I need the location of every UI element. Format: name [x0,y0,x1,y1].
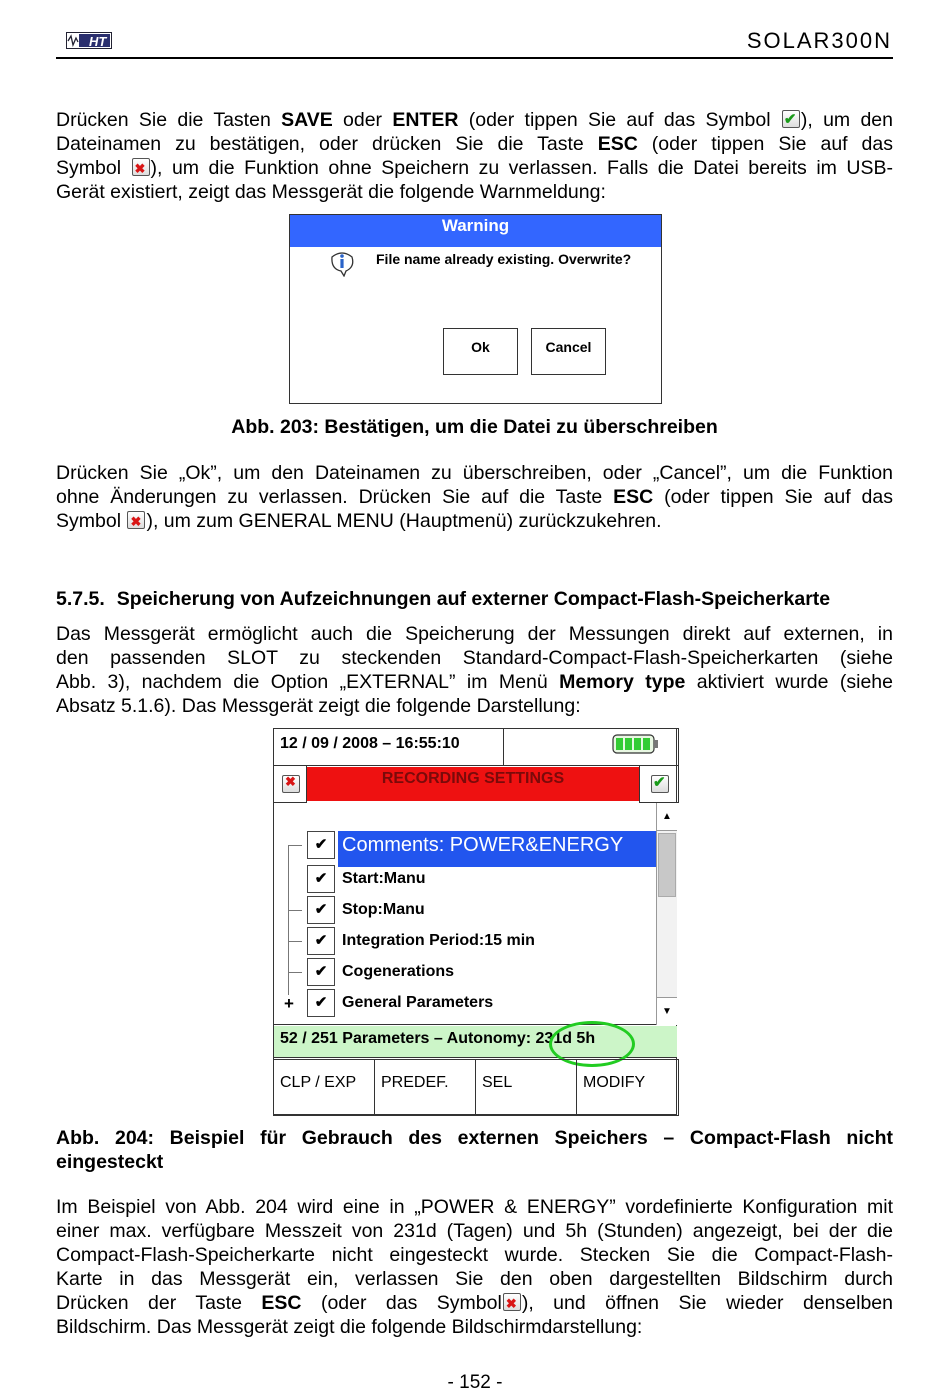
logo-text: HT [89,34,107,49]
figure-caption-203: Abb. 203: Bestätigen, um die Datei zu überschreiben [231,416,718,438]
dialog-message: File name already existing. Overwrite? [376,251,632,267]
confirm-button[interactable] [639,765,679,803]
tree-line [288,845,302,846]
warning-dialog [289,214,662,404]
row-checkbox[interactable]: ✔ [307,896,335,924]
clp-exp-button[interactable]: CLP / EXP [273,1059,375,1116]
scroll-up-icon[interactable]: ▲ [657,803,677,831]
confirm-check-icon [782,110,800,128]
list-item-start[interactable]: Start:Manu [342,870,426,887]
list-item-stop[interactable]: Stop:Manu [342,901,425,918]
cancel-x-icon [127,511,145,529]
figure-caption-204: Abb. 204: Beispiel für Gebrauch des externen Speichers – Compact-Flash nicht eingesteckt [56,1127,893,1173]
tree-line [288,910,302,911]
scroll-down-icon[interactable]: ▼ [657,997,677,1025]
screen-title-text: RECORDING SETTINGS [381,770,565,787]
device-screen [273,728,677,1115]
expand-symbol[interactable]: + [284,994,294,1013]
tree-line [288,941,302,942]
row-checkbox[interactable]: ✔ [307,989,335,1017]
battery-icon [612,733,660,755]
info-icon [328,249,356,277]
list-item-integration[interactable]: Integration Period:15 min [342,932,535,949]
predef-button[interactable]: PREDEF. [374,1059,476,1116]
row-checkbox[interactable]: ✔ [307,865,335,893]
cancel-button[interactable]: Cancel [531,328,606,375]
screen-title [307,767,639,801]
cancel-x-icon [503,1293,521,1311]
paragraph-2: Drücken Sie „Ok”, um den Dateinamen zu überschreiben, oder „Cancel”, um die Funktion ohne Änderungen zu verlassen. Drücken Sie auf die Taste ESC (oder tippen Sie auf das Symbol ✖), um zum GENERAL MENU (Hauptmenü) zurückzukehren. [56,461,893,533]
list-item-general-parameters[interactable]: General Parameters [342,994,494,1011]
tree-line [288,972,302,973]
header-rule [56,57,893,59]
row-checkbox[interactable]: ✔ [307,958,335,986]
status-text: 52 / 251 Parameters – Autonomy: 231d 5h [280,1030,596,1047]
list-item-cogenerations[interactable]: Cogenerations [342,963,455,980]
header-logo [66,32,112,49]
page-number: - 152 - [447,1372,503,1392]
cancel-button[interactable] [273,765,307,803]
row-checkbox[interactable]: ✔ [307,831,335,859]
datetime-cell [273,728,504,766]
scrollbar[interactable] [656,803,677,1025]
sel-button[interactable]: SEL [475,1059,577,1116]
confirm-check-icon [651,775,669,793]
section-number: 5.7.5. [56,588,105,610]
modify-button[interactable]: MODIFY [576,1059,679,1116]
section-heading [56,587,893,611]
ok-button[interactable]: Ok [443,328,518,375]
paragraph-3: Das Messgerät ermöglicht auch die Speicherung der Messungen direkt auf externen, in den passenden SLOT zu steckenden Standard-Compact-Flash-Speicherkarten (siehe Abb. 3), nachdem die Option „EXTERNAL” im Menü Memory type aktiviert wurde (siehe Absatz 5.1.6). Das Messgerät zeigt die folgende Darstellung: [56,623,893,717]
cancel-x-icon [132,158,150,176]
header-model: SOLAR300N [746,28,892,53]
paragraph-4: Im Beispiel von Abb. 204 wird eine in „POWER & ENERGY” vordefinierte Konfiguration mit einer max. verfügbare Messzeit von 231d (Tagen) und 5h (Stunden) angezeigt, bei der die Compact-Flash-Speicherkarte nicht eingesteckt wurde. Stecken Sie die Compact-Flash- Karte in das Messgerät ein, verlassen Sie den oben dargestellten Bildschirm durch Drücken der Taste ESC (oder das Symbol✖ ), und öffnen Sie wieder denselben Bildschirm. Das Messgerät zeigt die folgende Bildschirmdarstellung: [56,1195,893,1339]
row-checkbox[interactable]: ✔ [307,927,335,955]
dialog-title: Warning [290,215,661,247]
scroll-thumb[interactable] [658,833,676,897]
section-title: Speicherung von Aufzeichnungen auf externer Compact-Flash-Speicherkarte [116,588,831,610]
list-item-comments[interactable]: Comments: POWER&ENERGY [342,834,624,856]
paragraph-1: Drücken Sie die Tasten SAVE oder ENTER (oder tippen Sie auf das Symbol ✔), um den Dateinamen zu bestätigen, oder drücken Sie die Taste ESC (oder tippen Sie auf das Symbol ✖), um die Funktion ohne Speichern zu verlassen. Falls die Datei bereits im USB- Gerät existiert, zeigt das Messgerät die folgende Warnmeldung: [56,108,893,204]
datetime-text: 12 / 09 / 2008 – 16:55:10 [280,735,460,752]
cancel-x-icon [282,775,300,793]
